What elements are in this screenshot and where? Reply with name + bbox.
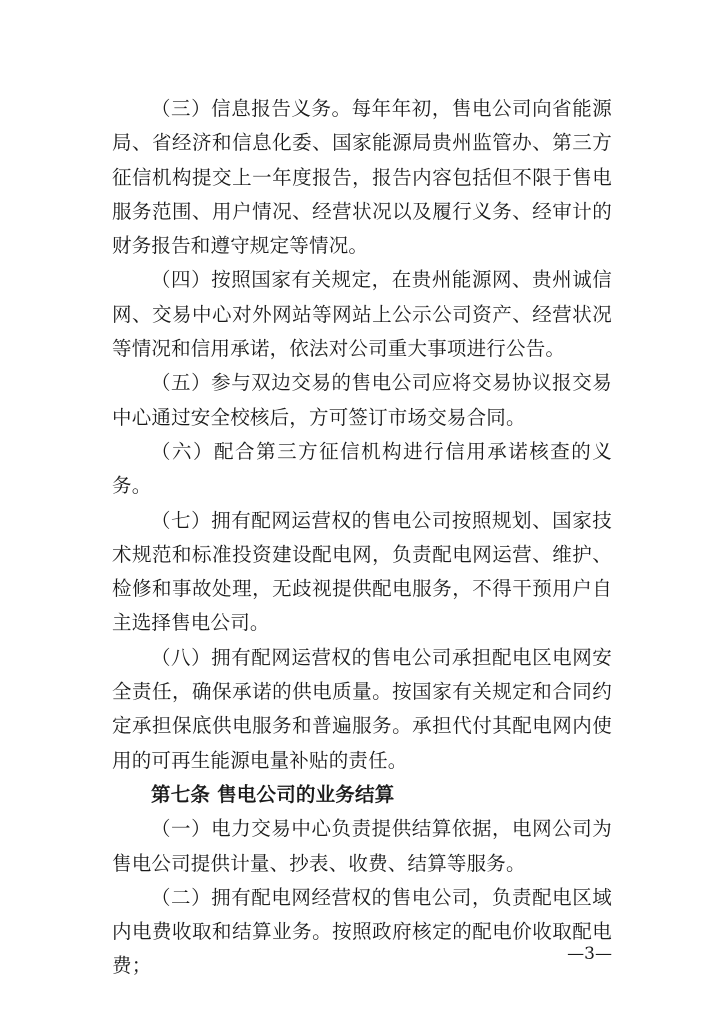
section-heading-article-7: 第七条 售电公司的业务结算 [151, 782, 395, 806]
paragraph-credit-check: （六）配合第三方征信机构进行信用承诺核查的义务。 [112, 439, 612, 498]
paragraph-info-report: （三）信息报告义务。每年年初，售电公司向省能源局、省经济和信息化委、国家能源局贵州监管办、第三方征信机构提交上一年度报告，报告内容包括但不限于售电服务范围、用户情况、经营状况以及履行义务、经审计的财务报告和遵守规定等情况。 [112, 97, 612, 258]
paragraph-settlement-basis: （一）电力交易中心负责提供结算依据，电网公司为售电公司提供计量、抄表、收费、结算等服务。 [112, 817, 612, 875]
paragraph-bilateral-trade: （五）参与双边交易的售电公司应将交易协议报交易中心通过安全校核后，方可签订市场交易合同。 [112, 371, 612, 429]
document-body [112, 92, 612, 984]
paragraph-public-disclosure: （四）按照国家有关规定，在贵州能源网、贵州诚信网、交易中心对外网站等网站上公示公司资产、经营状况等情况和信用承诺，依法对公司重大事项进行公告。 [112, 268, 612, 361]
page-number: —3— [567, 944, 612, 964]
paragraph-fee-collection: （二）拥有配电网经营权的售电公司，负责配电区域内电费收取和结算业务。按照政府核定的配电价收取配电费； [112, 885, 612, 978]
paragraph-grid-safety: （八）拥有配网运营权的售电公司承担配电区电网安全责任，确保承诺的供电质量。按国家有关规定和合同约定承担保底供电服务和普遍服务。承担代付其配电网内使用的可再生能源电量补贴的责任。 [112, 645, 612, 772]
paragraph-grid-operation: （七）拥有配网运营权的售电公司按照规划、国家技术规范和标准投资建设配电网，负责配电网运营、维护、检修和事故处理，无歧视提供配电服务，不得干预用户自主选择售电公司。 [112, 508, 612, 635]
